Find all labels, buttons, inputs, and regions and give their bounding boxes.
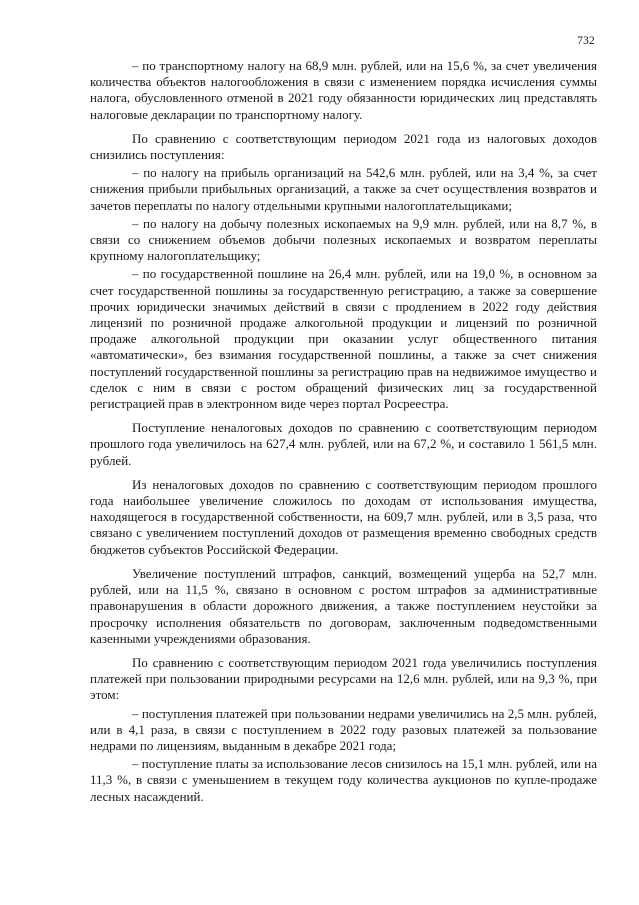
paragraph-non-tax-income: Поступление неналоговых доходов по сравнению с соответствующим периодом прошлого года увеличилось на 627,4 млн. рублей, или на 67,2 %, и составило 1 561,5 млн. рублей.	[90, 420, 597, 468]
paragraph-forest-payments: – поступление платы за использование лесов снизилось на 15,1 млн. рублей, или на 11,3 %, в связи с уменьшением в текущем году количества аукционов по купле-продаже лесных насаждений.	[90, 756, 597, 804]
paragraph-subsoil-payments: – поступления платежей при пользовании недрами увеличились на 2,5 млн. рублей, или в 4,1 раза, в связи с поступлением в 2022 году разовых платежей за пользование недрами по лицензиям, выданным в декабре 2021 года;	[90, 705, 597, 753]
paragraph-state-duty: – по государственной пошлине на 26,4 млн. рублей, или на 19,0 %, в основном за счет государственной пошлины за государственную регистрацию, а также за совершение прочих юридически значимых действий в связи с продлением в 2022 году действия лицензий по розничной продаже алкогольной продукции и лицензий по розничной продаже алкогольной продукции при оказании услуг общественного питания «автоматически», без взимания государственной пошлины, а также за счет снижения поступлений государственной пошлины за регистрацию прав на недвижимое имущество и сделок с ним в связи с ростом обращений физических лиц за государственной регистрацией прав в электронном виде через портал Росреестра.	[90, 266, 597, 412]
paragraph-property-income: Из неналоговых доходов по сравнению с соответствующим периодом прошлого года наибольшее увеличение сложилось по доходам от использования имущества, находящегося в государственной собственности, на 609,7 млн. рублей, или в 3,5 раза, что связано с увеличением поступлений доходов от размещения временно свободных средств бюджетов субъектов Российской Федерации.	[90, 476, 597, 557]
paragraph-mineral-tax: – по налогу на добычу полезных ископаемых на 9,9 млн. рублей, или на 8,7 %, в связи со снижением объемов добычи полезных ископаемых и возвратом переплаты крупному налогоплательщику;	[90, 215, 597, 264]
paragraph-natural-resources: По сравнению с соответствующим периодом 2021 года увеличились поступления платежей при пользовании природными ресурсами на 12,6 млн. рублей, или на 9,3 %, при этом:	[90, 654, 597, 703]
document-body	[90, 58, 597, 813]
paragraph-tax-decrease-intro: По сравнению с соответствующим периодом 2021 года из налоговых доходов снизились поступления:	[90, 130, 597, 163]
paragraph-fines: Увеличение поступлений штрафов, санкций, возмещений ущерба на 52,7 млн. рублей, или на 11,5 %, связано в основном с ростом штрафов за административные правонарушения в области дорожного движения, а также поступлением неустойки за просрочку исполнения обязательств по договорам, заключенным подведомственными казенными учреждениями образования.	[90, 565, 597, 646]
paragraph-transport-tax: – по транспортному налогу на 68,9 млн. рублей, или на 15,6 %, за счет увеличения количества объектов налогообложения в связи с изменением порядка исчисления суммы налога, обусловленного отменой в 2021 году обязанности юридических лиц представлять налоговые декларации по транспортному налогу.	[90, 58, 597, 122]
paragraph-profit-tax: – по налогу на прибыль организаций на 542,6 млн. рублей, или на 3,4 %, за счет снижения прибыли прибыльных организаций, а также за счет осуществления возвратов и зачетов переплаты по налогу отдельными крупными налогоплательщиками;	[90, 165, 597, 213]
page-number: 732	[577, 35, 595, 47]
